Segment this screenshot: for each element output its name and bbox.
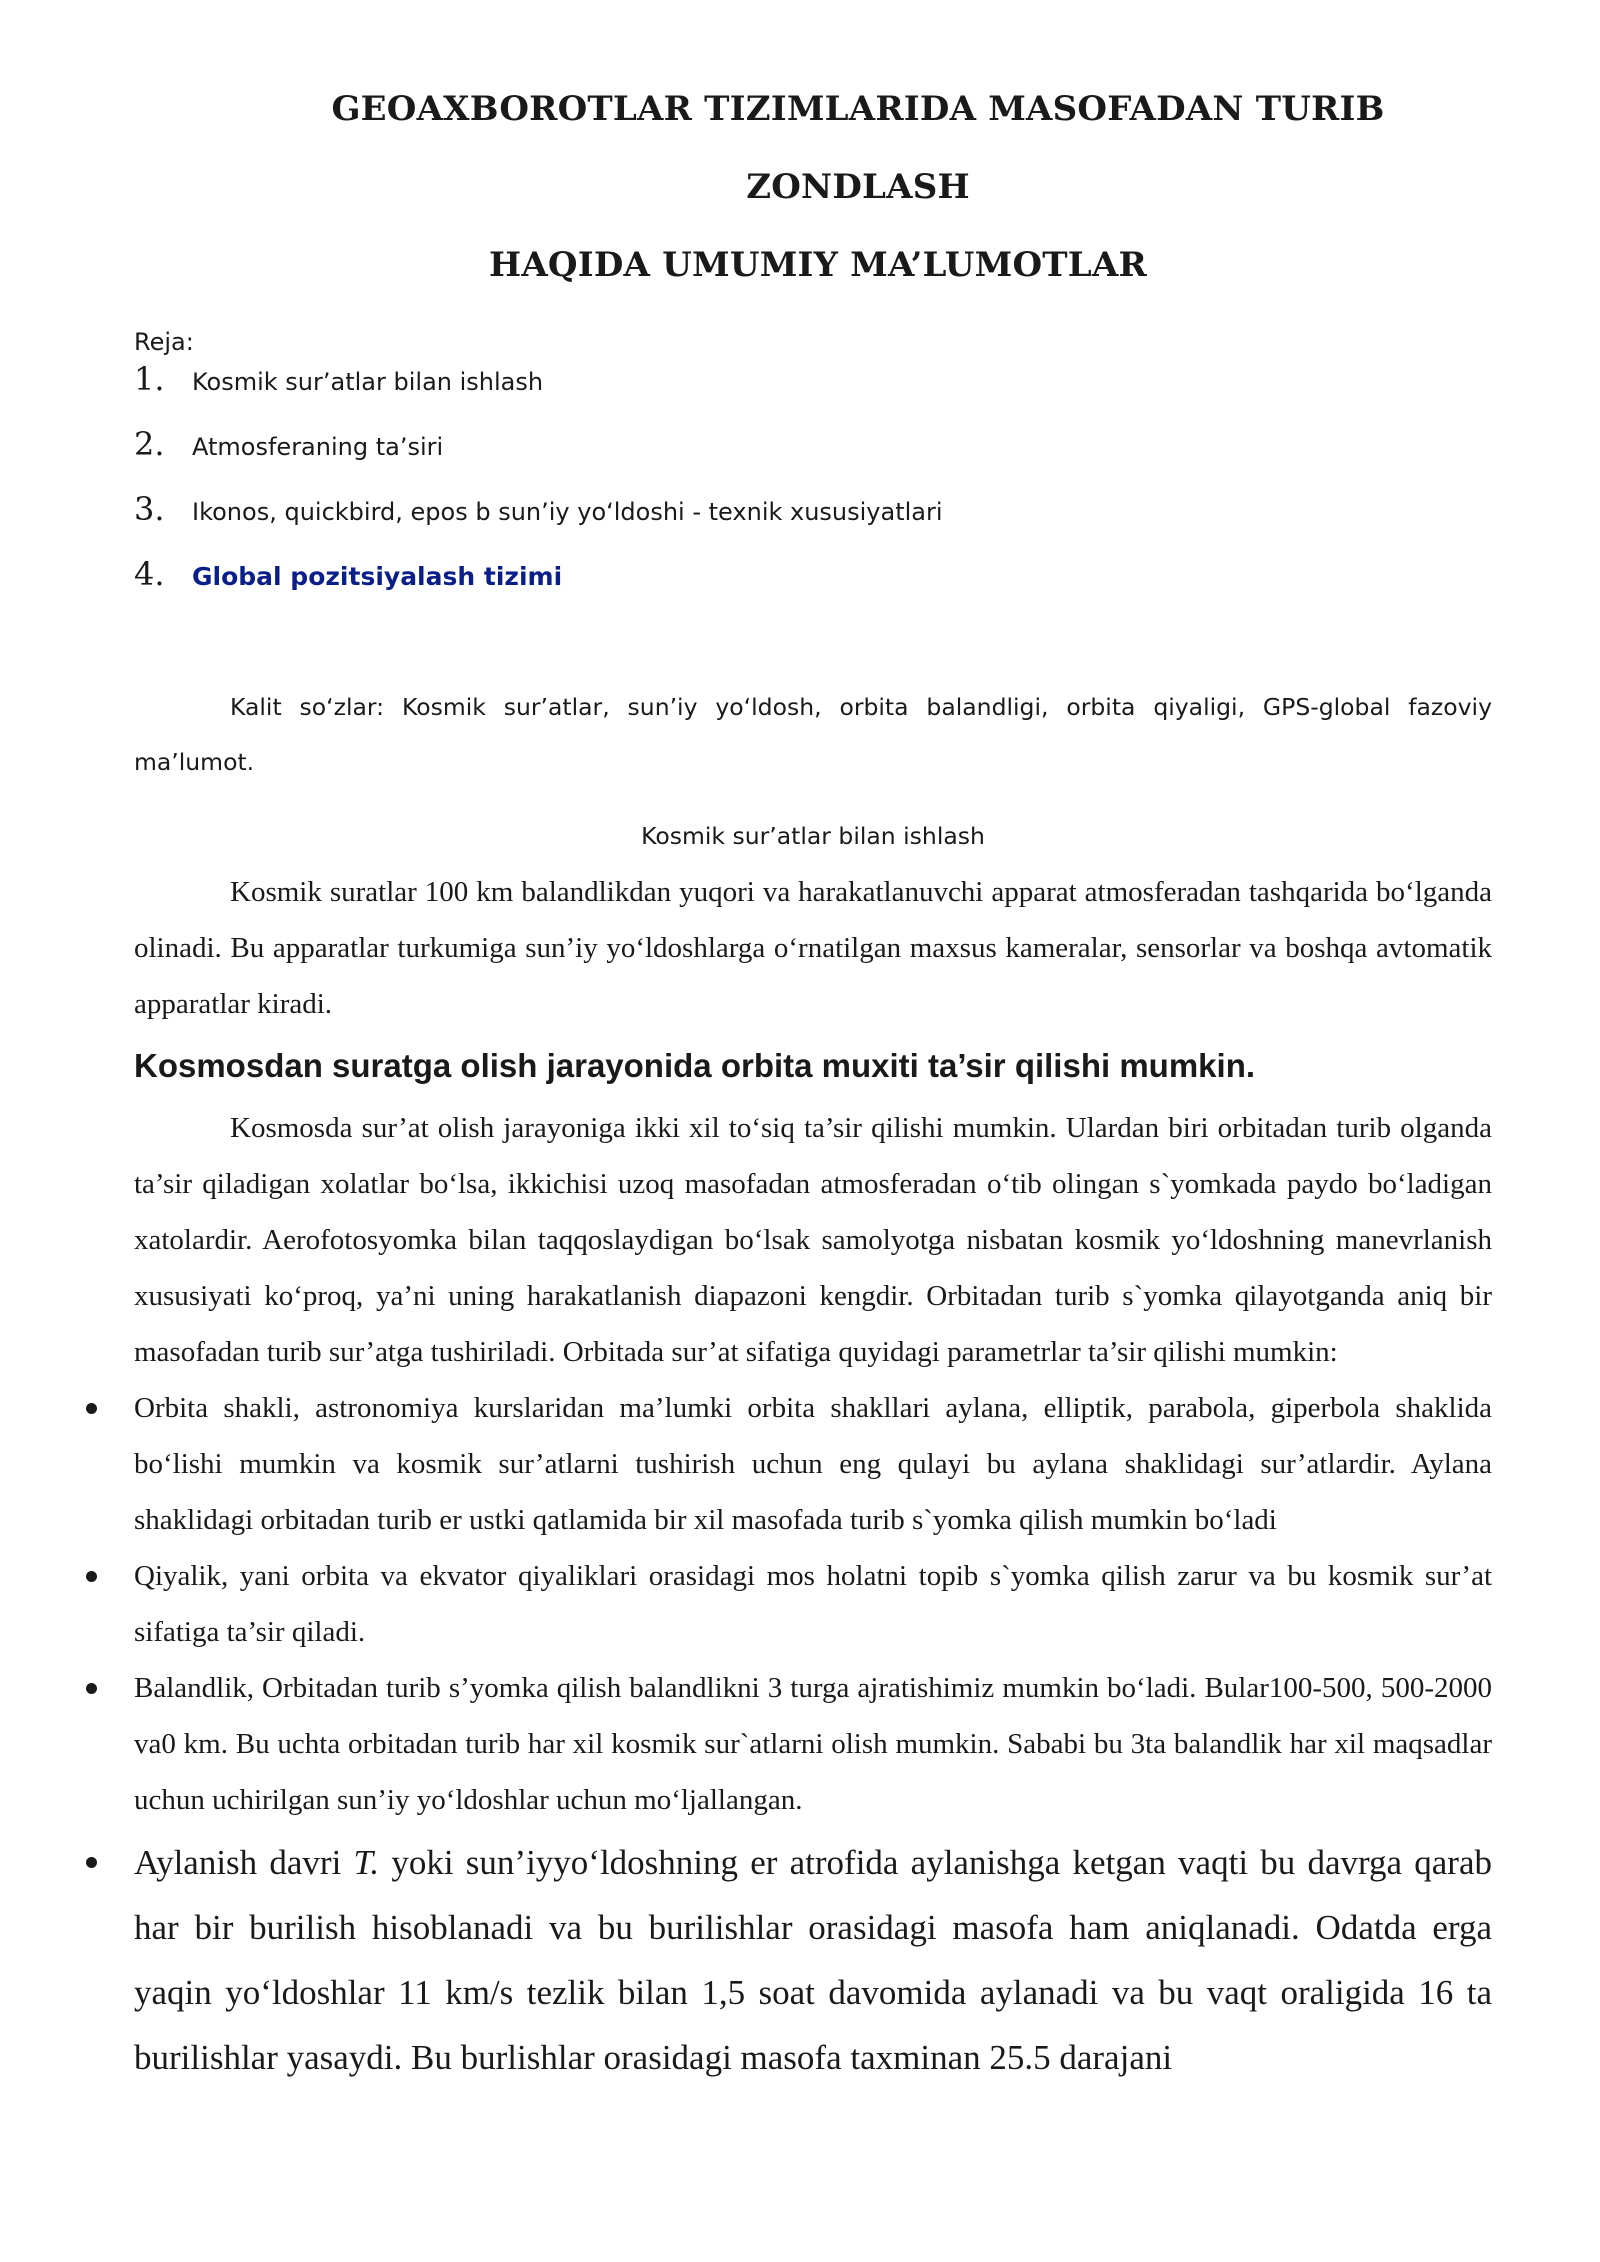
plan-item-text-highlighted: Global pozitsiyalash tizimi bbox=[192, 562, 563, 591]
plan-item-number: 3. bbox=[134, 490, 165, 528]
plan-item-number: 1. bbox=[134, 360, 165, 398]
bullet-icon bbox=[86, 1857, 97, 1868]
body-paragraph: Kosmosda sur’at olish jarayoniga ikki xil to‘siq ta’sir qilishi mumkin. Ulardan biri orbitadan turib olganda ta’sir qiladigan xolatlar bo‘lsa, ikkichisi uzoq masofadan atmosferadan o‘tib olingan s`yomkada paydo bo‘ladigan xatolardir. Aerofotosyomka bilan taqqoslaydigan bo‘lsak samolyotga nisbatan kosmik yo‘ldoshning manevrlanish xususiyati ko‘proq, ya’ni uning harakatlanish diapazoni kengdir. Orbitadan turib s`yomka qilayotganda aniq bir masofadan turib sur’atga tushiriladi. Orbitada sur’at sifatiga quyidagi parametrlar ta’sir qilishi mumkin: bbox=[134, 1111, 1492, 1368]
plan-item-text: Kosmik sur’atlar bilan ishlash bbox=[192, 368, 544, 396]
keywords-paragraph: Kalit so‘zlar: Kosmik sur’atlar, sun’iy yo‘ldosh, orbita balandligi, orbita qiyaligi, GPS-global fazoviy ma’lumot. bbox=[134, 693, 1492, 776]
period-symbol: T. bbox=[353, 1842, 380, 1882]
document-title bbox=[134, 70, 1492, 304]
plan-item bbox=[134, 490, 1492, 555]
plan-item-number: 4. bbox=[134, 555, 165, 593]
plan-item-text: Atmosferaning ta’siri bbox=[192, 433, 444, 461]
section-heading: Kosmik sur’atlar bilan ishlash bbox=[641, 821, 985, 850]
list-item-text: yoki sun’iyyo‘ldoshning er atrofida aylanishga ketgan vaqti bu davrga qarab har bir burilish hisoblanadi va bu burilishlar orasidagi masofa ham aniqlanadi. Odatda erga yaqin yo‘ldoshlar 11 km/s tezlik bilan 1,5 soat davomida aylanadi va bu vaqt oraligida 16 ta burilishlar yasaydi. Bu burlishlar orasidagi masofa taxminan 25.5 darajani bbox=[134, 1842, 1492, 2077]
title-line-2: HAQIDA UMUMIY MA’LUMOTLAR bbox=[489, 245, 1147, 285]
plan-item bbox=[134, 360, 1492, 425]
bullet-icon bbox=[86, 1403, 97, 1414]
list-item-text: Balandlik, Orbitadan turib s’yomka qilish balandlikni 3 turga ajratishimiz mumkin bo‘ladi. Bular100-500, 500-2000 va0 km. Bu uchta orbitadan turib har xil kosmik sur`atlarni olish mumkin. Sababi bu 3ta balandlik har xil maqsadlar uchun uchirilgan sun’iy yo‘ldoshlar uchun mo‘ljallangan. bbox=[134, 1671, 1492, 1816]
parameter-list bbox=[134, 1380, 1492, 2090]
list-item bbox=[134, 1380, 1492, 1548]
list-item bbox=[134, 1830, 1492, 2090]
list-item bbox=[134, 1660, 1492, 1828]
document-page bbox=[134, 70, 1492, 2090]
bullet-icon bbox=[86, 1683, 97, 1694]
list-item-text: Orbita shakli, astronomiya kurslaridan ma’lumki orbita shakllari aylana, elliptik, parabola, giperbola shaklida bo‘lishi mumkin va kosmik sur’atlarni tushirish uchun eng qulayi bu aylana shaklidagi sur’atlardir. Aylana shaklidagi orbitadan turib er ustki qatlamida bir xil masofada turib s`yomka qilish mumkin bo‘ladi bbox=[134, 1391, 1492, 1536]
bullet-icon bbox=[86, 1571, 97, 1582]
title-line-1: GEOAXBOROTLAR TIZIMLARIDA MASOFADAN TURIB ZONDLASH bbox=[331, 89, 1385, 207]
plan-item-text: Ikonos, quickbird, epos b sun’iy yo‘ldoshi - texnik xususiyatlari bbox=[192, 498, 943, 526]
plan-item bbox=[134, 555, 1492, 620]
list-item bbox=[134, 1548, 1492, 1660]
body-paragraph: Kosmik suratlar 100 km balandlikdan yuqori va harakatlanuvchi apparat atmosferadan tashqarida bo‘lganda olinadi. Bu apparatlar turkumiga sun’iy yo‘ldoshlarga o‘rnatilgan maxsus kameralar, sensorlar va boshqa avtomatik apparatlar kiradi. bbox=[134, 875, 1492, 1020]
plan-label: Reja: bbox=[134, 328, 194, 356]
plan-item bbox=[134, 425, 1492, 490]
list-item-text-prefix: Aylanish davri bbox=[134, 1842, 354, 1882]
plan-list bbox=[134, 360, 1492, 620]
bold-subheading: Kosmosdan suratga olish jarayonida orbita muxiti ta’sir qilishi mumkin. bbox=[134, 1046, 1256, 1084]
plan-item-number: 2. bbox=[134, 425, 165, 463]
list-item-text: Qiyalik, yani orbita va ekvator qiyaliklari orasidagi mos holatni topib s`yomka qilish zarur va bu kosmik sur’at sifatiga ta’sir qiladi. bbox=[134, 1559, 1492, 1648]
